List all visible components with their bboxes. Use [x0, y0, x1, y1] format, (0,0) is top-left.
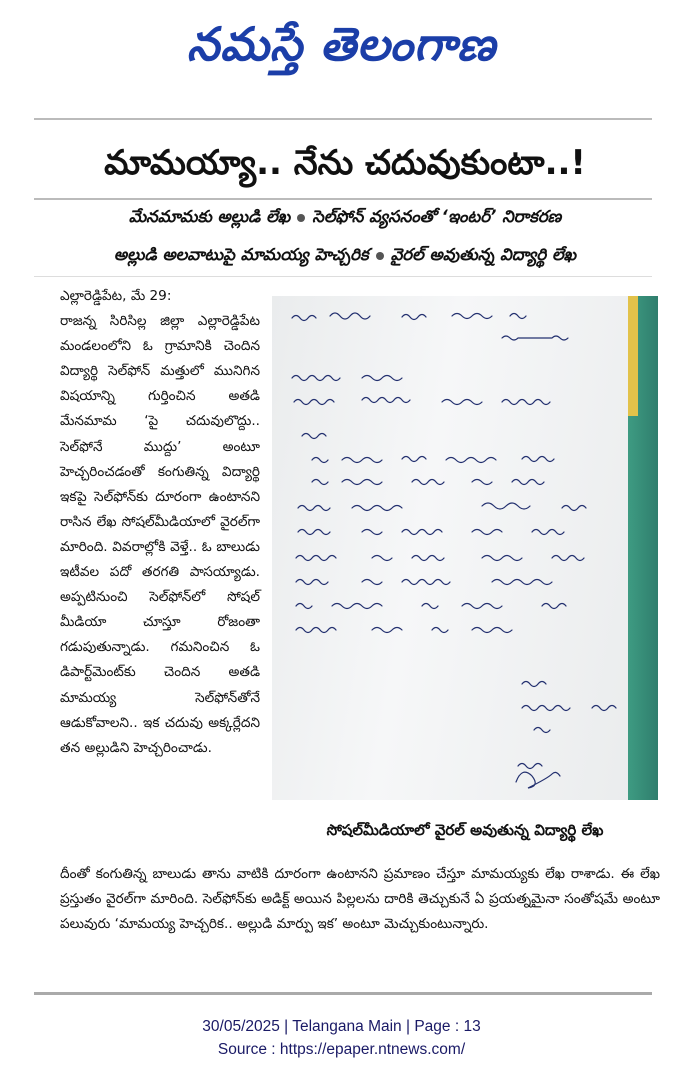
article-paragraph: రాజన్న సిరిసిల్ల జిల్లా ఎల్లారెడ్డిపేట మండలంలోని ఓ గ్రామానికి చెందిన విద్యార్థి సెల్‌ఫోన్ మత్తులో మునిగిన విషయాన్ని గుర్తించిన అతడి మేనమామ ‘పై చదువులొద్దు.. సెల్‌ఫోనే ముద్దు’ అంటూ హెచ్చరించడంతో కంగుతిన్న విద్యార్థి ఇకపై సెల్‌ఫోన్‌కు దూరంగా ఉంటానని రాసిన లేఖ సోషల్‌మీడియాలో వైరల్‌గా మారింది. వివరాల్లోకి వెళ్తే.. ఓ బాలుడు ఇటీవల పదో తరగతి పాసయ్యాడు. అప్పటినుంచి సెల్‌ఫోన్‌లో సోషల్ మీడియా చూస్తూ రోజంతా గడుపుతున్నాడు. గమనించిన ఓ డిపార్ట్‌మెంట్‌కు చెందిన అతడి మామయ్య సెల్‌ఫోన్‌తోనే ఆడుకోవాలని.. ఇక చదువు అక్కర్లేదని తన అల్లుడిని హెచ్చరించాడు.: [60, 313, 260, 756]
headline: మామయ్యా.. నేను చదువుకుంటా..!: [104, 143, 586, 183]
divider: [34, 198, 652, 200]
article-paragraph-wide: దీంతో కంగుతిన్న బాలుడు తాను వాటికి దూరంగా ఉంటానని ప్రమాణం చేస్తూ మామయ్యకు లేఖ రాశాడు. ఈ లేఖ ప్రస్తుతం వైరల్‌గా మారింది. సెల్‌ఫోన్‌కు అడిక్ట్ అయిన పిల్లలను దారికి తెచ్చుకునే ఏ ప్రయత్నమైనా సంతోషమే అంటూ పలువురు ‘మామయ్య హెచ్చరిక.. అల్లుడి మార్పు ఇక’ అంటూ మెచ్చుకుంటున్నారు.: [60, 866, 660, 933]
bullet-dot-icon: [376, 252, 384, 260]
footer-edition-line: 30/05/2025 | Telangana Main | Page : 13: [202, 1018, 481, 1035]
subhead-text: వైరల్ అవుతున్న విద్యార్థి లేఖ: [390, 245, 577, 264]
subhead-text: అల్లుడి అలవాటుపై మామయ్య హెచ్చరిక: [113, 245, 369, 264]
subhead-text: మేనమామకు అల్లుడి లేఖ: [128, 207, 291, 226]
handwritten-letter-image: [272, 296, 628, 800]
footer-source-line: [0, 1039, 683, 1061]
subheadline-2: [30, 240, 660, 270]
page-number: Page : 13: [414, 1018, 481, 1035]
dateline: ఎల్లారెడ్డిపేట, మే 29:: [60, 288, 172, 304]
subhead-text: సెల్‌ఫోన్ వ్యసనంతో ‘ఇంటర్’ నిరాకరణ: [312, 207, 562, 226]
masthead-title: నమస్తే తెలంగాణ: [186, 17, 497, 71]
photo-background: [628, 296, 638, 416]
edition-name: Telangana Main: [292, 1018, 402, 1035]
photo-caption: సోషల్‌మీడియాలో వైరల్ అవుతున్న విద్యార్థి లేఖ: [326, 821, 604, 839]
source-link[interactable]: https://epaper.ntnews.com/: [279, 1041, 466, 1058]
letter-photo: [272, 296, 658, 800]
divider: [34, 276, 652, 277]
source-label: Source :: [217, 1041, 280, 1058]
article-body-column: [60, 284, 260, 761]
footer-divider: [34, 992, 652, 995]
bullet-dot-icon: [297, 214, 305, 222]
subheadline-1: [30, 202, 660, 232]
divider: [34, 118, 652, 120]
edition-date: 30/05/2025: [202, 1018, 280, 1035]
